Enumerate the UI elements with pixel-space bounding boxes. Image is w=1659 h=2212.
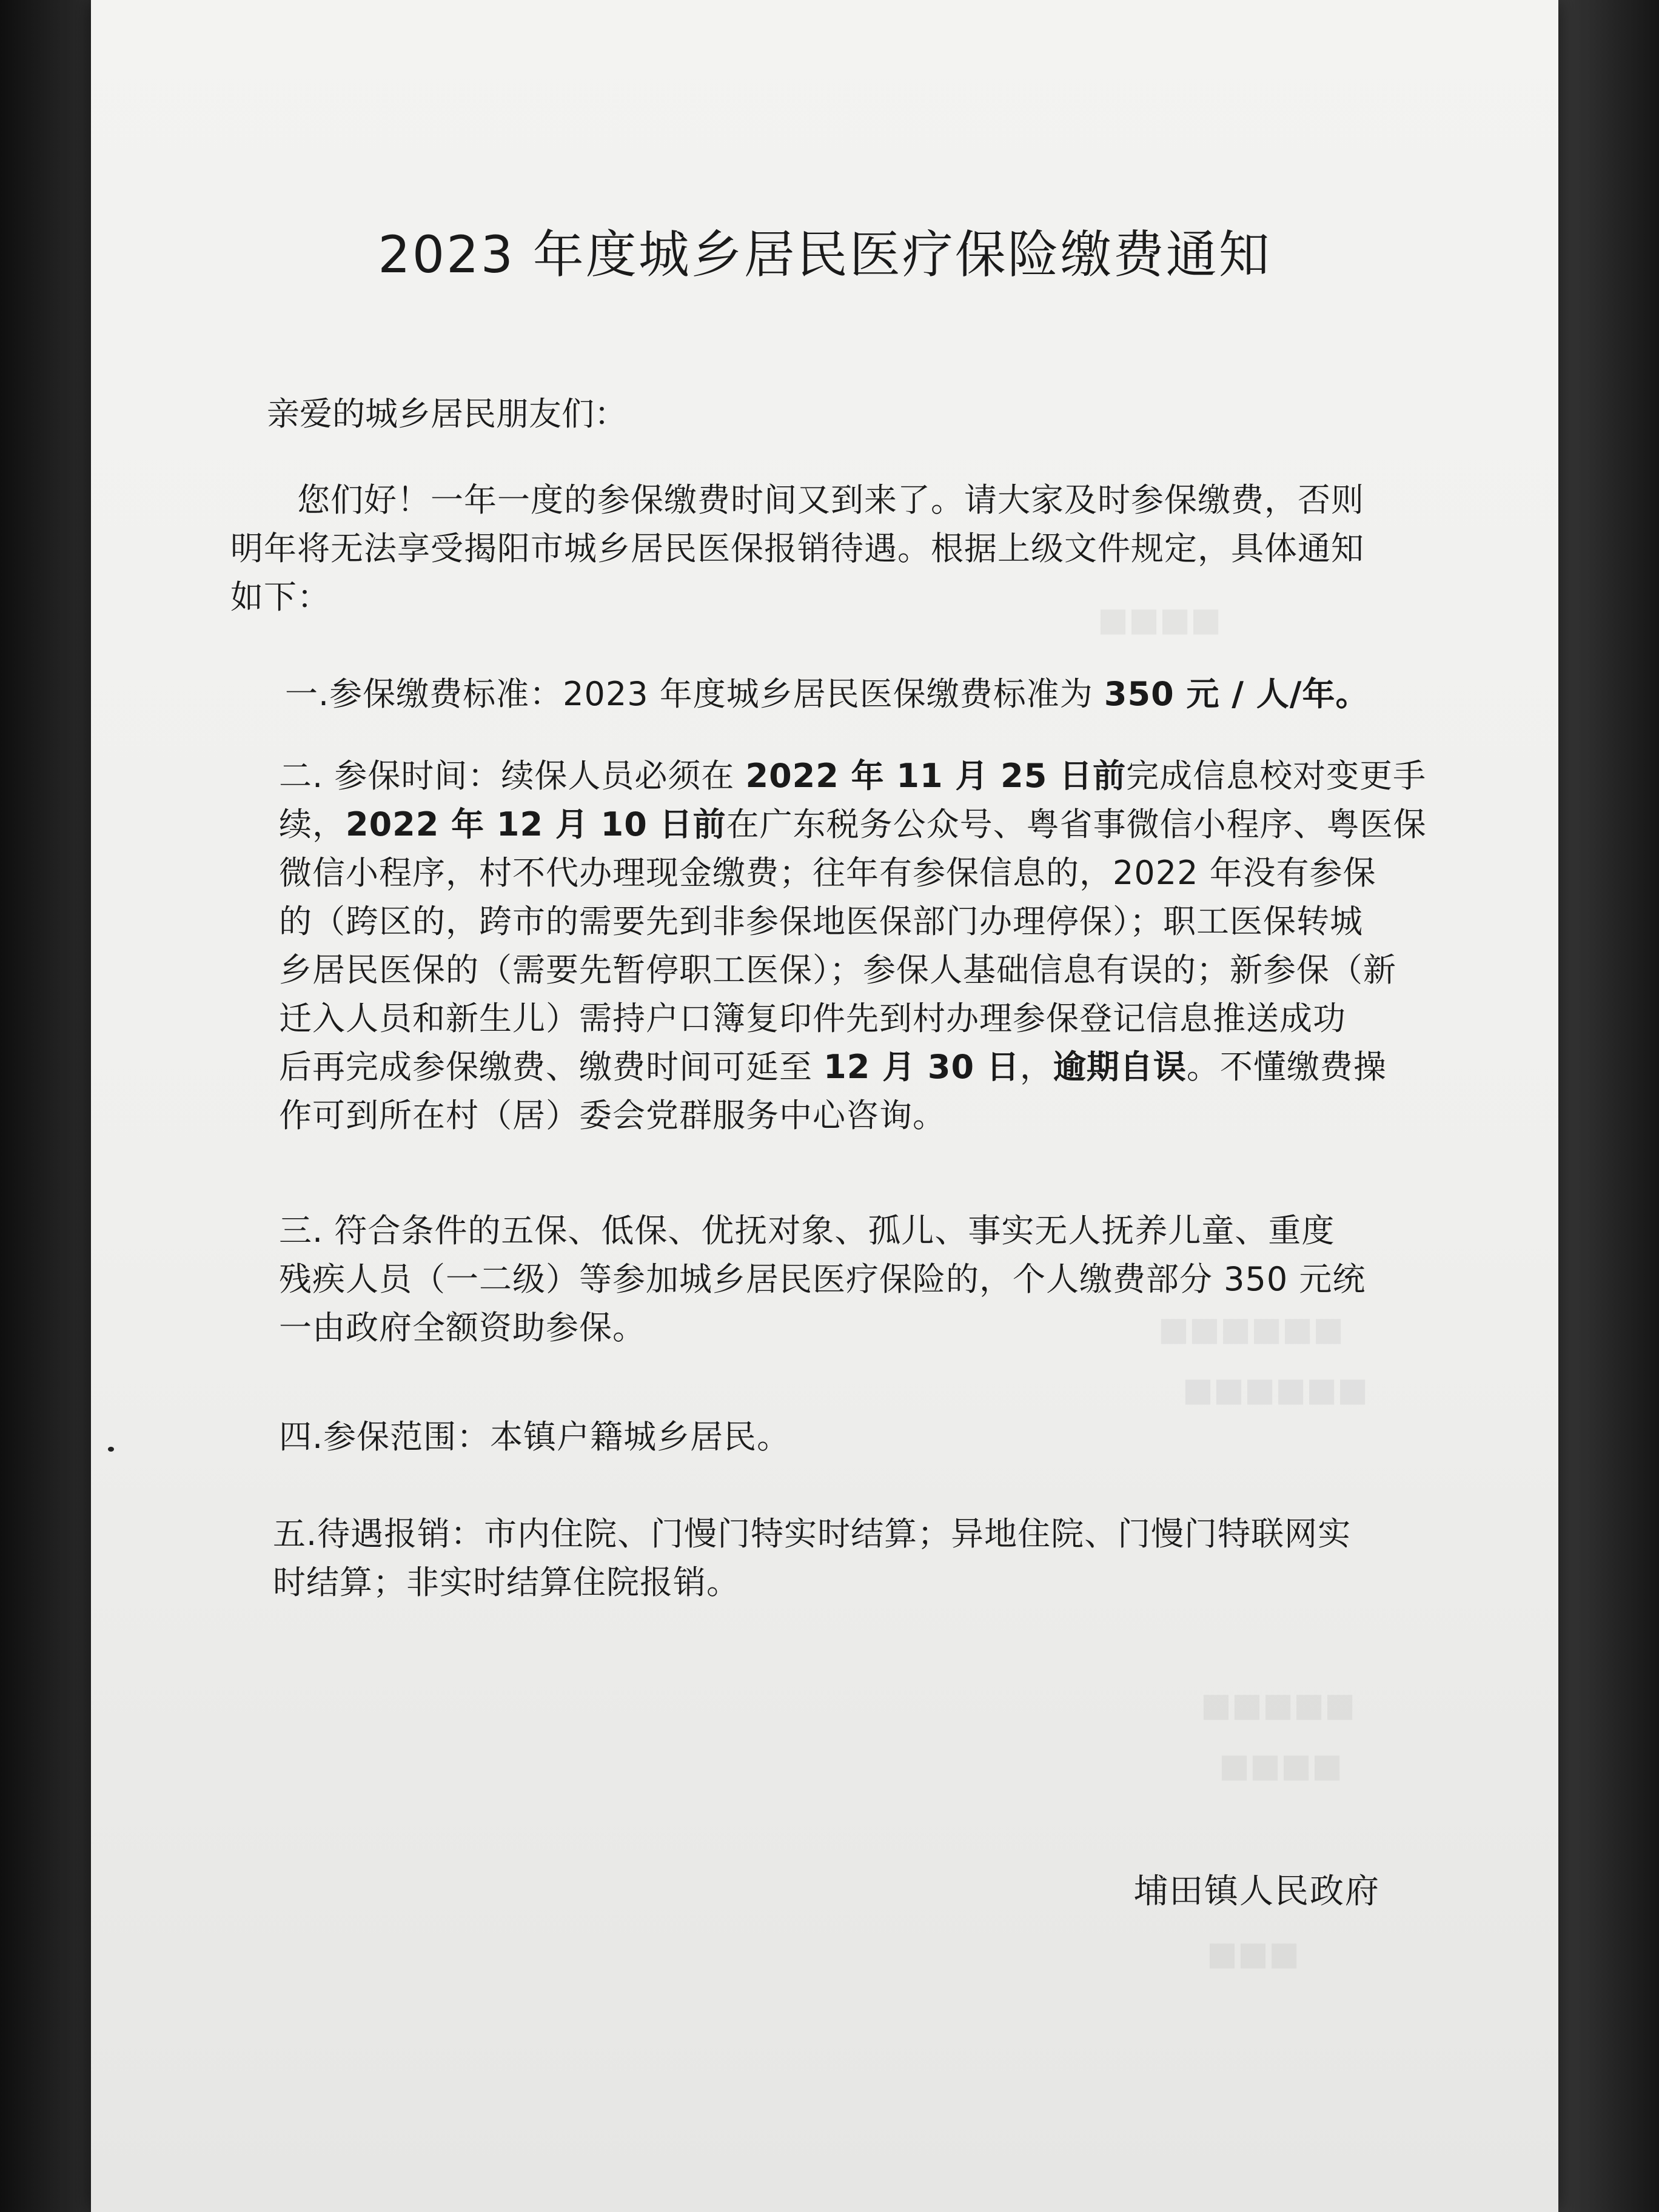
ink-speck	[108, 1447, 114, 1452]
section-2-deadline-1: 2022 年 11 月 25 日前	[745, 757, 1127, 795]
bleed-through-mark: ■■■■	[1219, 1746, 1343, 1785]
desk-surface-right	[1550, 0, 1659, 2212]
section-1-payment-standard	[285, 670, 1510, 719]
bleed-through-mark: ■■■■■■	[1158, 1310, 1344, 1348]
intro-paragraph: 您们好！一年一度的参保缴费时间又到来了。请大家及时参保缴费，否则 明年将无法享受揭阳市城乡居民医保报销待遇。根据上级文件规定，具体通知 如下：	[230, 481, 1364, 616]
section-2-text: ，	[1019, 1048, 1053, 1086]
desk-surface-left	[0, 0, 91, 2212]
bleed-through-mark: ■■■■	[1098, 600, 1222, 638]
section-2-deadline-2: 2022 年 12 月 10 日前	[346, 805, 726, 843]
bleed-through-mark: ■■■	[1207, 1934, 1300, 1972]
section-2-warning: 逾期自误	[1053, 1048, 1187, 1086]
section-2-text: 。不懂缴费操 作可到所在村（居）委会党群服务中心咨询。	[279, 1048, 1387, 1134]
bleed-through-mark: ■■■■■■	[1182, 1370, 1369, 1409]
notice-paper	[91, 0, 1558, 2212]
section-4-scope: 四.参保范围：本镇户籍城乡居民。	[279, 1418, 791, 1456]
issuer-signature: 埔田镇人民政府	[1134, 1872, 1380, 1911]
section-5-reimbursement: 五.待遇报销：市内住院、门慢门特实时结算；异地住院、门慢门特联网实 时结算；非实时结算住院报销。	[273, 1515, 1352, 1601]
section-3-subsidy: 三. 符合条件的五保、低保、优抚对象、孤儿、事实无人抚养儿童、重度 残疾人员（一二级）等参加城乡居民医疗保险的，个人缴费部分 350 元统 一由政府全额资助参保。	[279, 1212, 1366, 1347]
greeting: 亲爱的城乡居民朋友们：	[267, 395, 627, 433]
section-2-text: 完成信息校对变更手 续，	[279, 757, 1427, 843]
notice-title: 2023 年度城乡居民医疗保险缴费通知	[378, 225, 1272, 284]
bleed-through-mark: ■■■■■	[1201, 1686, 1356, 1724]
section-2-text: 二. 参保时间：续保人员必须在	[279, 757, 746, 795]
section-1-text: 一.参保缴费标准：2023 年度城乡居民医保缴费标准为	[285, 675, 1104, 713]
section-2-enrollment-time	[279, 752, 1510, 1140]
section-2-text: 在广东税务公众号、粤省事微信小程序、粤医保 微信小程序，村不代办理现金缴费；往年有参保信息的，2022 年没有参保 的（跨区的，跨市的需要先到非参保地医保部门办理停保）；职工医保转城 乡居民医保的（需要先暂停职工医保）；参保人基础信息有误的；新参保（新 迁入人员和新生儿）需持户口簿复印件先到村办理参保登记信息推送成功 后再完成参保缴费、缴费时间可延至	[279, 805, 1427, 1086]
section-2-deadline-3: 12 月 30 日	[823, 1048, 1020, 1086]
section-1-amount: 350 元 / 人/年。	[1104, 675, 1369, 713]
